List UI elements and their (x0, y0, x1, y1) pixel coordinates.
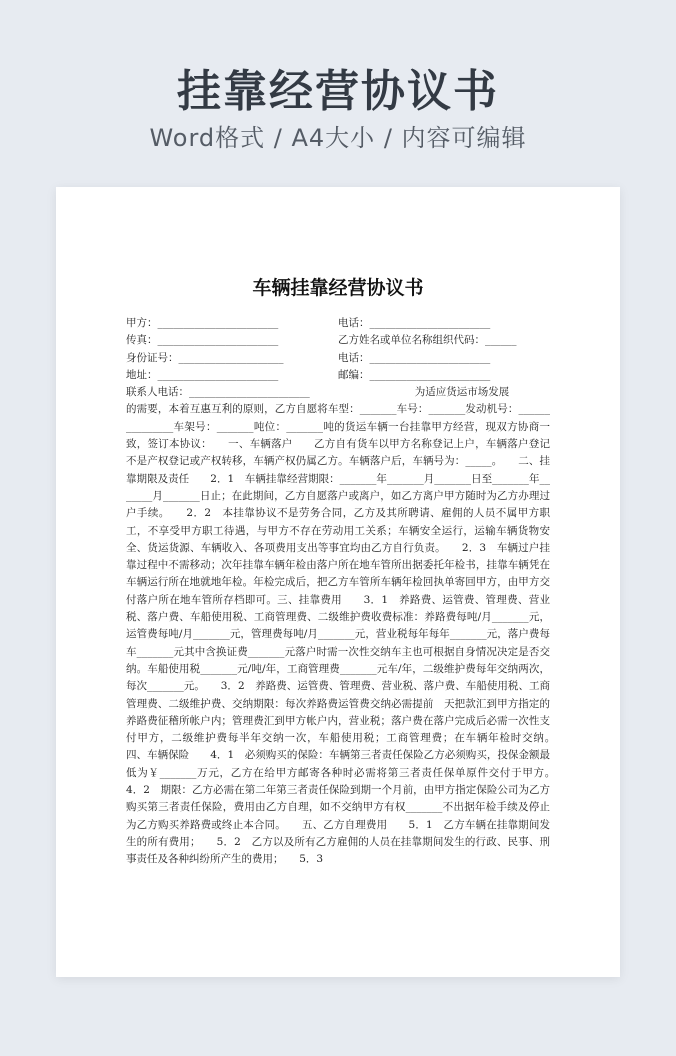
banner-title: 挂靠经营协议书 (177, 66, 499, 117)
postcode-field: 邮编：_______________________ (338, 368, 491, 381)
phone-field: 电话：_______________________ (338, 317, 491, 329)
field-row (126, 367, 550, 384)
field-row (126, 350, 550, 367)
phone-field: 电话：_______________________ (338, 351, 491, 364)
document-body (126, 315, 571, 869)
banner-subtitle: Word格式 / A4大小 / 内容可编辑 (149, 124, 527, 152)
id-number-field: 身份证号：____________________ (126, 351, 284, 364)
contact-line: 联系人电话：_______________________ 为适应货运市场发展 (126, 386, 510, 399)
party-a-field: 甲方：_______________________ (126, 317, 279, 329)
party-b-name-field: 乙方姓名或单位名称组织代码：______ (338, 334, 517, 347)
field-row (126, 315, 550, 332)
fax-field: 传真：_______________________ (126, 334, 279, 347)
address-field: 地址：_______________________ (126, 368, 279, 381)
document-page (56, 187, 620, 977)
agreement-text: 的需要，本着互惠互利的原则，乙方自愿将车型：_______车号：_______发动机号：_______________车架号：_______吨位：_______吨的货运车辆一台挂靠甲方经营，现双方协商一致，签订本协议： 一、车辆落户 乙方自有货车以甲方名称登记上户，车辆落户登记不是产权登记或产权转移，车辆产权仍属乙方。车辆落户后，车辆号为：_____。 二、挂靠期限及责任 2．1 车辆挂靠经营期限：_______年_______月_______日至_______年_______月_______日止；在此期间，乙方自愿落户或离户，如乙方离户甲方随时为乙方办理过户手续。 2．2 本挂靠协议不是劳务合同，乙方及其所聘请、雇佣的人员不属甲方职工，不享受甲方职工待遇，与甲方不存在劳动用工关系；车辆安全运行，运输车辆货物安全、货运货源、车辆收入、各项费用支出等事宜均由乙方自行负责。 2．3 车辆过户挂靠过程中不需移动；次年挂靠车辆年检由落户所在地车管所出据委托年检书，挂靠车辆凭在车辆运行所在地就地年检。年检完成后，把乙方车管所车辆年检回执单寄回甲方，由甲方交付落户所在地车管所存档即可。三、挂靠费用 3．1 养路费、运管费、管理费、营业税、落户费、车船使用税、工商管理费、二级维护费收费标准：养路费每吨/月_______元，运管费每吨/月_______元，管理费每吨/月_______元，营业税每年每年_______元，落户费每车_______元其中含换证费_______元落户时需一次性交纳车主也可根据自身情况决定是否交纳。车船使用税_______元/吨/年，工商管理费_______元车/年，二级维护费每年交纳两次，每次_______元。 3．2 养路费、运管费、管理费、营业税、落户费、车船使用税、工商管理费、二级维护费、交纳期限：每次养路费运管费交纳必需提前 天把款汇到甲方指定的养路费征稽所帐户内；管理费汇到甲方帐户内，营业税；落户费在落户完成后必需一次性支付甲方，二级维护费每半年交纳一次，车船使用税；工商管理费；在车辆年检时交纳。 四、车辆保险 4．1 必须购买的保险：车辆第三者责任保险乙方必须购买，投保金额最低为￥_______万元，乙方在给甲方邮寄各种时必需将第三者责任保单原件交付于甲方。 4．2 期限：乙方必需在第二年第三者责任保险到期一个月前，由甲方指定保险公司为乙方购买第三者责任保险，费用由乙方自理，如不交纳甲方有权_______不出据年检手续及停止为乙方购买养路费或终止本合同。 五、乙方自理费用 5．1 乙方车辆在挂靠期间发生的所有费用； 5．2 乙方以及所有乙方雇佣的人员在挂靠期间发生的行政、民事、刑事责任及各种纠纷所产生的费用； 5．3 (126, 403, 571, 866)
field-row (126, 332, 550, 349)
document-title: 车辆挂靠经营协议书 (252, 277, 424, 299)
